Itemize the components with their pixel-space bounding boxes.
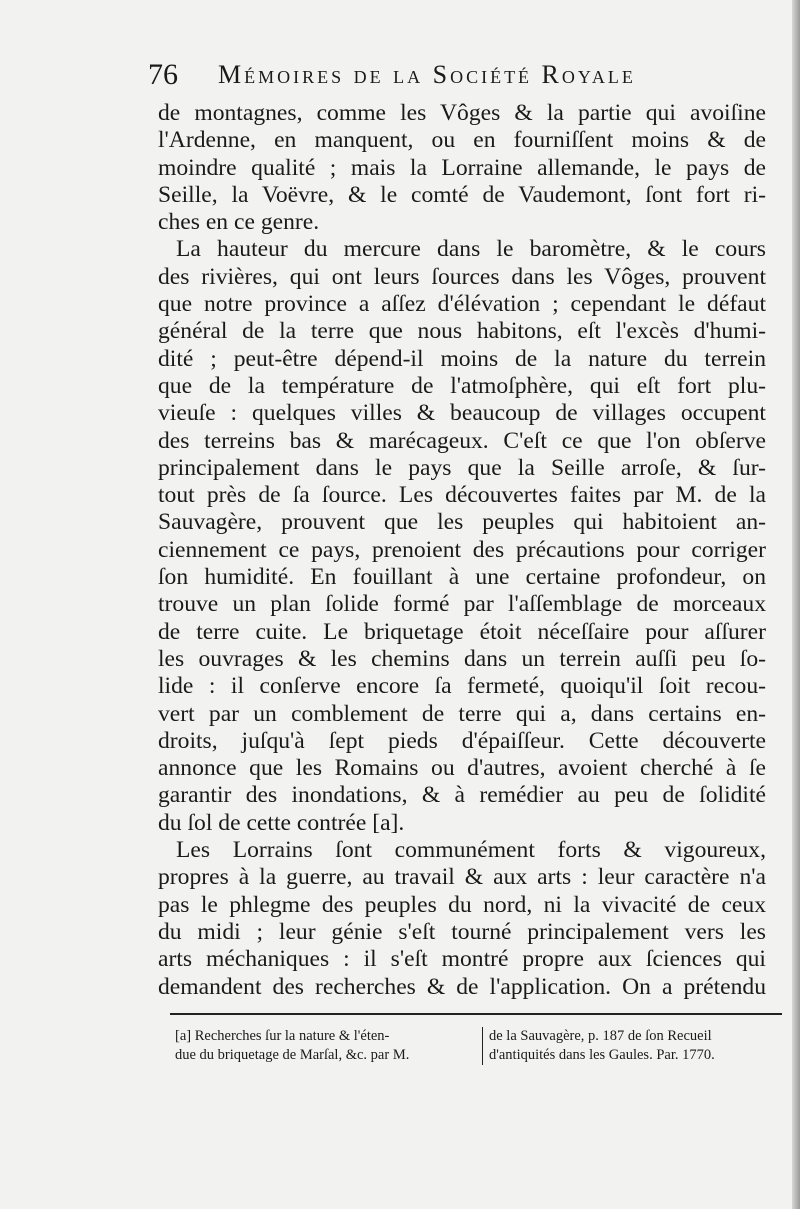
text-line: de montagnes, comme les Vôges & la partie qui avoiſine xyxy=(158,100,766,126)
footnote-rule xyxy=(170,1013,782,1015)
text-line: des terreins bas & marécageux. C'eſt ce que l'on obſerve xyxy=(158,427,766,454)
text-line: pas le phlegme des peuples du nord, ni la vivacité de ceux xyxy=(158,891,766,918)
text-line: de terre cuite. Le briquetage étoit néceſſaire pour aſſurer xyxy=(158,618,766,645)
text-line: principalement dans le pays que la Seille arroſe, & ſur- xyxy=(158,454,766,481)
text-line: Seille, la Voëvre, & le comté de Vaudemont, ſont fort ri- xyxy=(158,181,766,208)
footnote-line: d'antiquités dans les Gaules. Par. 1770. xyxy=(489,1047,715,1063)
footnote xyxy=(175,1027,785,1077)
text-line: du ſol de cette contrée [a]. xyxy=(158,809,405,836)
text-line: ciennement ce pays, prenoient des précautions pour corriger xyxy=(158,536,766,563)
text-line: que de la température de l'atmoſphère, qui eſt fort plu- xyxy=(158,372,766,399)
paragraph-3 xyxy=(158,837,766,1001)
running-title: Mémoires de la Société Royale xyxy=(218,60,636,89)
text-line: dité ; peut-être dépend-il moins de la nature du terrein xyxy=(158,345,766,372)
text-line: Sauvagère, prouvent que les peuples qui habitoient an- xyxy=(158,509,766,536)
text-line: les ouvrages & les chemins dans un terrein auſſi peu ſo- xyxy=(158,645,766,672)
text-line: des rivières, qui ont leurs ſources dans les Vôges, prouvent xyxy=(158,263,766,290)
text-line: général de la terre que nous habitons, eſt l'excès d'humi- xyxy=(158,318,766,345)
paragraph-2 xyxy=(158,236,766,837)
text-line: ſon humidité. En fouillant à une certaine profondeur, on xyxy=(158,564,766,591)
body-text xyxy=(158,100,766,1001)
paragraph-1 xyxy=(158,100,766,236)
footnote-line: [a] Recherches ſur la nature & l'éten- xyxy=(175,1028,390,1044)
footnote-right-column xyxy=(482,1027,792,1065)
text-line: droits, juſqu'à ſept pieds d'épaiſſeur. Cette découverte xyxy=(158,727,766,754)
text-line: garantir des inondations, & à remédier au peu de ſolidité xyxy=(158,782,766,809)
footnote-line: de la Sauvagère, p. 187 de ſon Recueil xyxy=(489,1028,712,1044)
text-line: ches en ce genre. xyxy=(158,209,320,236)
page-header xyxy=(148,58,748,98)
text-line: l'Ardenne, en manquent, ou en fourniſſent moins & de xyxy=(158,127,766,154)
text-line: vieuſe : quelques villes & beaucoup de villages occupent xyxy=(158,400,766,427)
text-line: du midi ; leur génie s'eſt tourné principalement vers les xyxy=(158,918,766,945)
text-line: vert par un comblement de terre qui a, dans certains en- xyxy=(158,700,766,727)
page-edge-shadow xyxy=(792,0,800,1209)
page-number: 76 xyxy=(148,58,178,91)
text-line: trouve un plan ſolide formé par l'aſſemblage de morceaux xyxy=(158,591,766,618)
text-line: annonce que les Romains ou d'autres, avoient cherché à ſe xyxy=(158,755,766,782)
text-line: tout près de ſa ſource. Les découvertes faites par M. de la xyxy=(158,482,766,509)
footnote-left-column xyxy=(175,1027,477,1065)
text-line: propres à la guerre, au travail & aux arts : leur caractère n'a xyxy=(158,864,766,891)
text-line: que notre province a aſſez d'élévation ; cependant le défaut xyxy=(158,291,766,318)
text-line: lide : il conſerve encore ſa fermeté, quoiqu'il ſoit recou- xyxy=(158,673,766,700)
text-line: arts méchaniques : il s'eſt montré propre aux ſciences qui xyxy=(158,946,766,973)
text-line: La hauteur du mercure dans le baromètre, & le cours xyxy=(176,236,766,263)
footnote-line: due du briquetage de Marſal, &c. par M. xyxy=(175,1047,410,1063)
text-line: Les Lorrains ſont communément forts & vigoureux, xyxy=(176,837,766,864)
text-line: demandent des recherches & de l'application. On a prétendu xyxy=(158,973,766,1000)
text-line: moindre qualité ; mais la Lorraine allemande, le pays de xyxy=(158,154,766,181)
